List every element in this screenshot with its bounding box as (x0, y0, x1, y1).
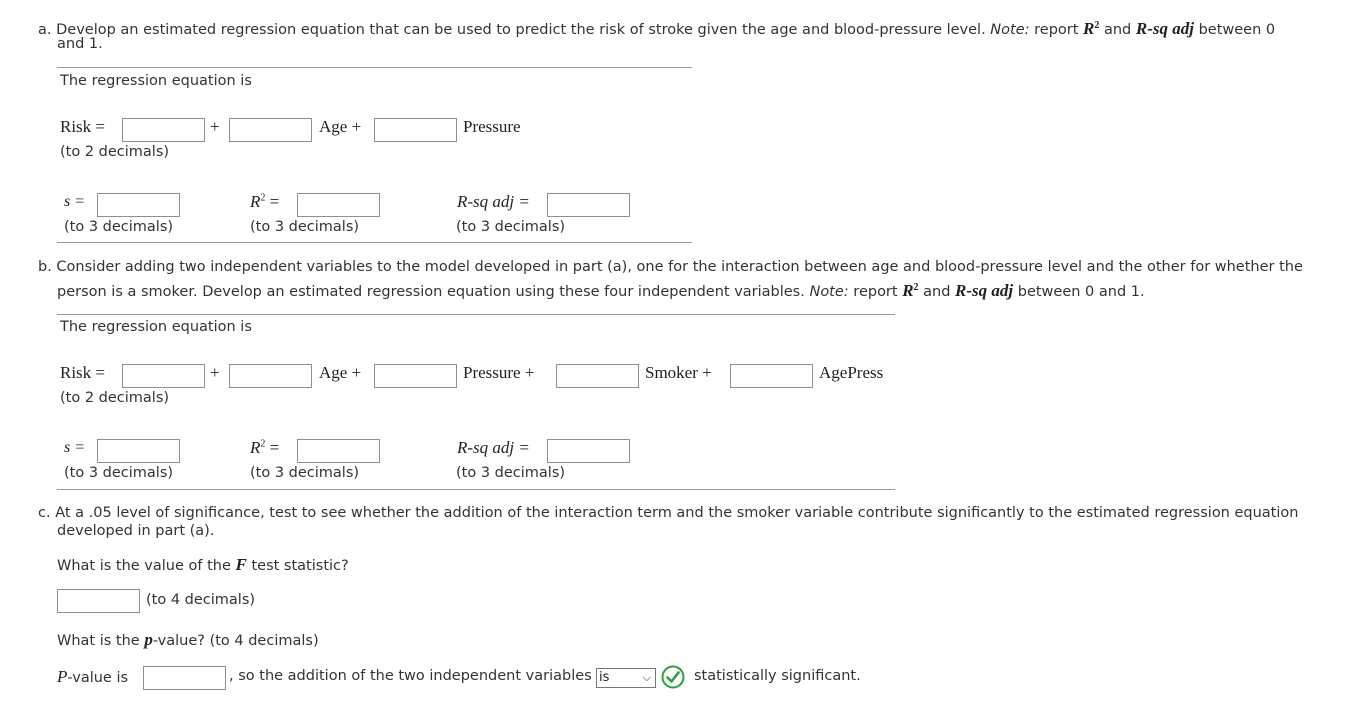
part-a-bottom-rule (57, 242, 692, 243)
part-a-risk-label: Risk = (60, 117, 106, 136)
part-a-note-label: Note: (990, 21, 1030, 38)
part-b-s-label: s = (64, 439, 86, 456)
part-c-sig-text: statistically significant. (694, 668, 861, 684)
significance-dropdown[interactable] (596, 668, 656, 688)
part-a-equation-heading: The regression equation is (60, 73, 252, 89)
part-b-r2-input[interactable] (297, 439, 380, 463)
part-a-prompt-cont: and 1. (57, 36, 103, 52)
part-b-prompt-cont (57, 281, 1145, 301)
part-b-note-text: report (848, 284, 903, 300)
part-b-rsqadj-label: R-sq adj = (457, 438, 530, 457)
part-c-f-letter: F (235, 555, 247, 574)
part-b-age-label: Age + (319, 363, 362, 382)
part-a-s-label: s = (64, 193, 86, 210)
part-c-p-label-rest: -value is (67, 670, 129, 686)
significance-dropdown-value: is (599, 670, 610, 685)
part-b-age-coef-input[interactable] (229, 364, 312, 388)
part-c-p-label (57, 667, 128, 687)
part-a-r2-label (250, 192, 279, 212)
part-a-prompt (38, 16, 1338, 40)
part-b-equation-heading: The regression equation is (60, 319, 252, 335)
part-c-p-question (57, 630, 319, 650)
part-a-note-rsqadj: R-sq adj (1135, 18, 1194, 38)
part-b-note-rsqadj: R-sq adj (955, 281, 1014, 300)
part-b-top-rule (57, 314, 895, 315)
part-a-note-sup: 2 (1094, 20, 1100, 31)
part-a-r2-input[interactable] (297, 193, 380, 217)
part-c-p-value-input[interactable] (143, 666, 226, 690)
part-a-prompt-text: a. Develop an estimated regression equation that can be used to predict the risk of stroke given the age and blood-pressure level. (38, 21, 991, 38)
part-b-pressure-label: Pressure + (463, 363, 535, 382)
part-b-note-sup: 2 (913, 282, 919, 294)
part-a-rsqadj-label: R-sq adj = (457, 192, 530, 211)
part-a-rsqadj-decimals: (to 3 decimals) (456, 219, 566, 235)
part-b-decimals-2: (to 2 decimals) (60, 390, 170, 406)
part-b-bottom-rule (57, 489, 895, 490)
part-b-smoker-coef-input[interactable] (556, 364, 639, 388)
part-a-plus: + (210, 117, 220, 136)
part-a-note-and: and (1099, 21, 1136, 38)
part-b-note-text-2: between 0 and 1. (1013, 284, 1145, 300)
part-c-prompt: c. At a .05 level of significance, test to see whether the addition of the interaction term and the smoker variable contribute significantly to the estimated regression equation (38, 505, 1299, 521)
part-b-intercept-input[interactable] (122, 364, 205, 388)
part-b-r2-letter: R (250, 438, 261, 457)
part-a-r2-eq: = (265, 192, 280, 211)
part-b-r2-label (250, 438, 279, 458)
part-b-note-and: and (918, 284, 956, 300)
part-a-pressure-label: Pressure (463, 117, 521, 136)
part-a-pressure-coef-input[interactable] (374, 118, 457, 142)
part-b-risk-label: Risk = (60, 363, 106, 382)
part-b-agepress-coef-input[interactable] (730, 364, 813, 388)
part-c-f-question (57, 555, 349, 575)
part-a-r2-letter: R (250, 192, 261, 211)
part-b-prompt-cont-text: person is a smoker. Develop an estimated regression equation using these four independent variables. (57, 284, 810, 300)
part-b-prompt: b. Consider adding two independent variables to the model developed in part (a), one for the interaction between age and blood-pressure level and the other for whether the (38, 259, 1303, 275)
part-a-top-rule (57, 67, 692, 68)
part-b-r2-decimals: (to 3 decimals) (250, 465, 360, 481)
part-c-prompt-cont: developed in part (a). (57, 523, 215, 539)
part-b-rsqadj-decimals: (to 3 decimals) (456, 465, 566, 481)
part-b-s-decimals: (to 3 decimals) (64, 465, 174, 481)
part-a-r2-decimals: (to 3 decimals) (250, 219, 360, 235)
part-c-f-question-text-2: test statistic? (246, 558, 349, 574)
part-b-r2-eq: = (265, 438, 280, 457)
part-c-p-question-text: What is the (57, 633, 145, 649)
part-a-note-text-2: between 0 (1193, 21, 1276, 38)
part-c-so-text: , so the addition of the two independent variables (229, 668, 592, 684)
part-a-s-decimals: (to 3 decimals) (64, 219, 174, 235)
part-b-note-r2: R (902, 281, 914, 300)
part-b-rsqadj-input[interactable] (547, 439, 630, 463)
part-a-age-coef-input[interactable] (229, 118, 312, 142)
part-a-s-input[interactable] (97, 193, 180, 217)
part-b-s-input[interactable] (97, 439, 180, 463)
part-b-smoker-label: Smoker + (645, 363, 712, 382)
part-b-r2-sup: 2 (260, 438, 266, 450)
part-a-age-label: Age + (319, 117, 362, 136)
part-c-f-question-text: What is the value of the (57, 558, 236, 574)
part-b-plus: + (210, 363, 220, 382)
part-a-note-text: report (1029, 21, 1084, 38)
part-c-p-question-text-2: -value? (to 4 decimals) (152, 633, 319, 649)
correct-check-icon (661, 665, 685, 689)
part-a-decimals-2: (to 2 decimals) (60, 144, 170, 160)
part-a-rsqadj-input[interactable] (547, 193, 630, 217)
part-c-f-input[interactable] (57, 589, 140, 613)
part-c-p-label-letter: P (57, 667, 68, 686)
part-a-note-r2: R (1083, 18, 1095, 38)
part-b-note-label: Note: (809, 284, 849, 300)
part-b-agepress-label: AgePress (819, 363, 884, 382)
part-a-intercept-input[interactable] (122, 118, 205, 142)
part-c-p-letter: p (144, 630, 153, 649)
part-a-r2-sup: 2 (260, 192, 266, 204)
part-c-f-decimals: (to 4 decimals) (146, 592, 256, 608)
chevron-down-icon: ⌵ (642, 671, 651, 684)
part-b-pressure-coef-input[interactable] (374, 364, 457, 388)
